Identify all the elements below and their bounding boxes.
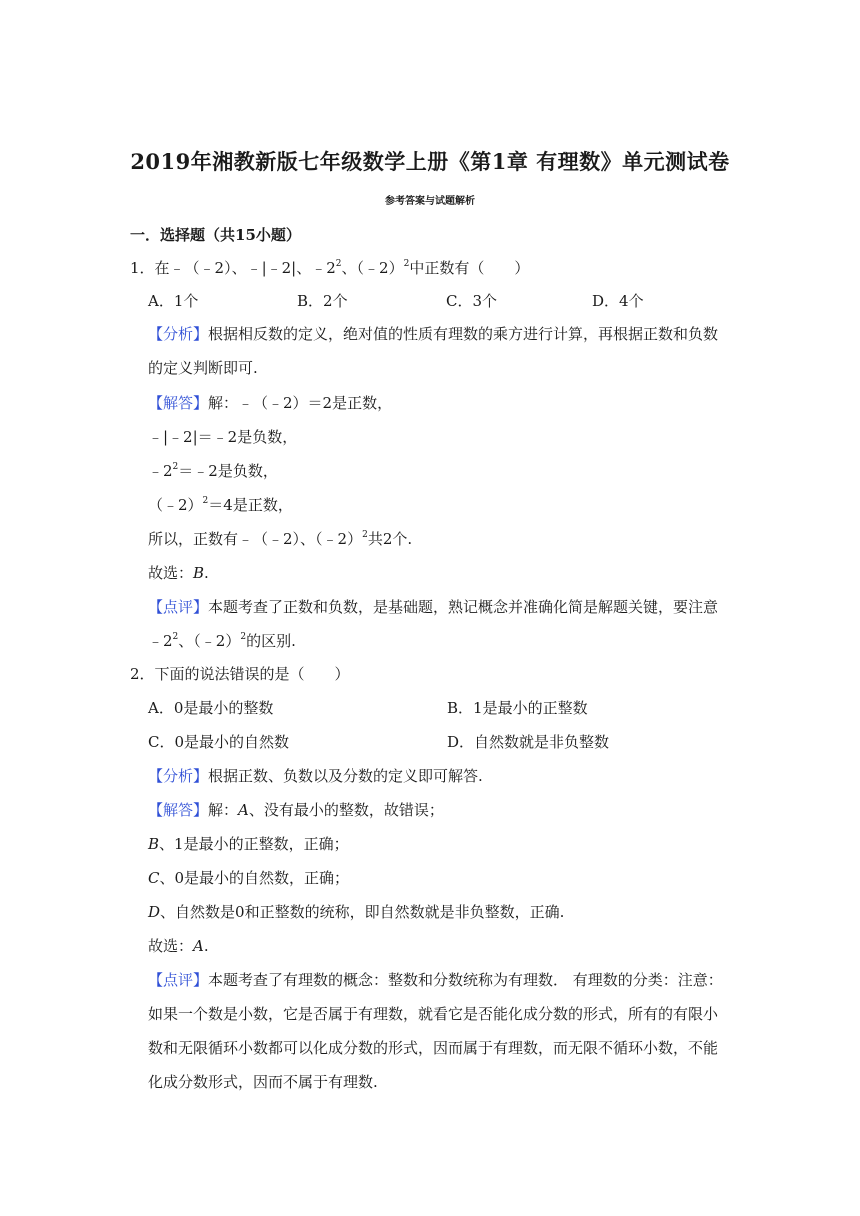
- analysis-tag: 【分析】: [148, 767, 209, 785]
- q2-answer: 【解答】解：A、没有最小的整数，故错误；: [148, 801, 444, 819]
- q2-comment: 【点评】本题考查了有理数的概念：整数和分数统称为有理数． 有理数的分类：注意：: [148, 971, 723, 989]
- answer-tag: 【解答】: [148, 394, 209, 412]
- q1-answer: 【解答】解：﹣（﹣2）＝2是正数，: [148, 394, 393, 412]
- q1-answer-line4: （﹣2）$^2$＝4是正数，: [148, 496, 293, 514]
- q2-comment-line2: 如果一个数是小数，它是否属于有理数，就看它是否能化成分数的形式，所有的有限小: [148, 1005, 719, 1023]
- q2-comment-line4: 化成分数形式，因而不属于有理数.: [148, 1073, 378, 1091]
- comment-tag: 【点评】: [148, 598, 209, 616]
- q2-option-d: D．自然数就是非负整数: [447, 733, 610, 751]
- q1-stem: 1．在﹣（﹣2）、﹣|﹣2|、$﹣2^2$、（﹣2）$^2$中正数有（ ）: [130, 259, 530, 277]
- q2-answer-line4: D、自然数是0和正整数的统称，即自然数就是非负整数，正确.: [148, 903, 565, 921]
- q1-answer-line5: 所以，正数有﹣（﹣2）、（﹣2）$^2$共2个.: [148, 530, 413, 548]
- q1-option-d: D．4个: [592, 292, 644, 310]
- q2-option-b: B．1是最小的正整数: [447, 699, 588, 717]
- section-heading: 一．选择题（共15小题）: [130, 226, 301, 244]
- q2-answer-line2: B、1是最小的正整数，正确；: [148, 835, 349, 853]
- analysis-tag: 【分析】: [148, 325, 209, 343]
- q2-option-c: C．0是最小的自然数: [148, 733, 290, 751]
- q1-analysis: 【分析】根据相反数的定义，绝对值的性质有理数的乘方进行计算，再根据正数和负数: [148, 325, 719, 343]
- q2-stem: 2．下面的说法错误的是（ ）: [130, 665, 350, 683]
- q1-comment-cont: $﹣2^2$、（﹣2）$^2$的区别.: [148, 632, 296, 650]
- q2-choice: 故选：A.: [148, 937, 209, 955]
- document-subtitle: 参考答案与试题解析: [385, 196, 475, 207]
- q2-comment-line3: 数和无限循环小数都可以化成分数的形式，因而属于有理数，而无限不循环小数，不能: [148, 1039, 719, 1057]
- document-title: 2019年湘教新版七年级数学上册《第1章 有理数》单元测试卷: [130, 149, 730, 174]
- q2-answer-line3: C、0是最小的自然数，正确；: [148, 869, 350, 887]
- q1-option-c: C．3个: [446, 292, 498, 310]
- q1-option-a: A．1个: [148, 292, 199, 310]
- answer-tag: 【解答】: [148, 801, 209, 819]
- q1-answer-line3: $﹣2^2=﹣2$是负数，: [148, 462, 278, 480]
- q1-analysis-cont: 的定义判断即可.: [148, 359, 258, 377]
- q1-option-b: B．2个: [297, 292, 348, 310]
- q1-answer-line2: ﹣|﹣2|＝﹣2是负数，: [148, 428, 298, 446]
- comment-tag: 【点评】: [148, 971, 209, 989]
- q2-analysis: 【分析】根据正数、负数以及分数的定义即可解答.: [148, 767, 483, 785]
- q1-comment: 【点评】本题考查了正数和负数，是基础题，熟记概念并准确化简是解题关键，要注意: [148, 598, 719, 616]
- q1-choice: 故选：B.: [148, 564, 209, 582]
- q2-option-a: A．0是最小的整数: [148, 699, 274, 717]
